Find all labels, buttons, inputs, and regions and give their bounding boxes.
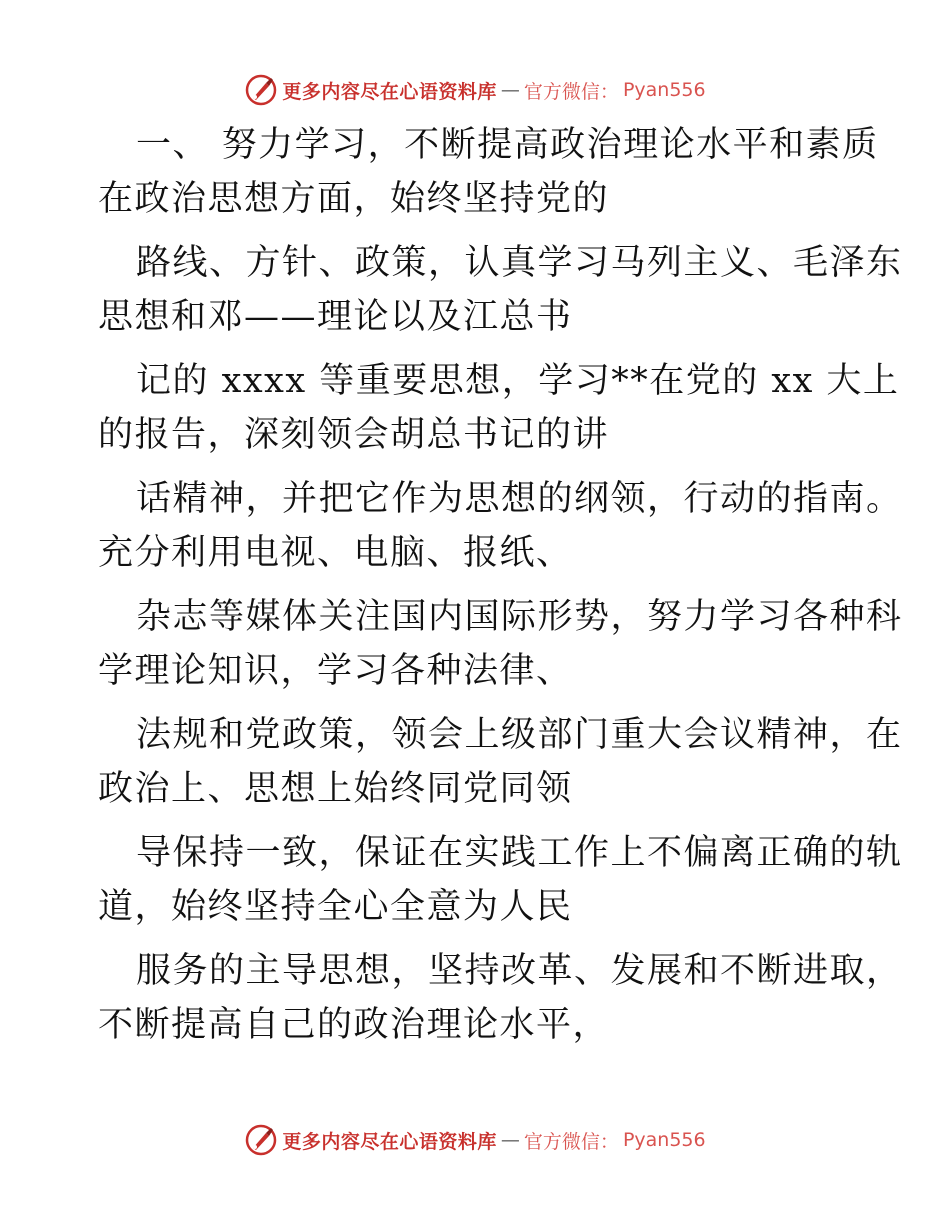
text-line: 记的 xxxx 等重要思想，学习**在党的 xx 大上 (136, 361, 900, 401)
text-line: 思想和邓——理论以及江总书 (98, 297, 573, 337)
wechat-label: 官方微信： (523, 1130, 619, 1153)
paragraph-block (98, 590, 903, 698)
brand-watermark (244, 1123, 705, 1157)
paragraph-block (98, 826, 903, 934)
text-line: 的报告，深刻领会胡总书记的讲 (98, 415, 610, 455)
paragraph-block (98, 236, 903, 344)
brand-dash: — (500, 1129, 520, 1151)
page-header (0, 70, 950, 110)
document-body (98, 118, 903, 1062)
brand-text: 更多内容尽在心语资料库 (282, 1130, 497, 1153)
text-line: 不断提高自己的政治理论水平， (98, 1005, 610, 1045)
text-line: 路线、方针、政策，认真学习马列主义、毛泽东 (136, 243, 903, 283)
paragraph-block (98, 944, 903, 1052)
paragraph-block (98, 472, 903, 580)
wechat-id: Pyan556 (622, 1129, 706, 1151)
brand-dash: — (500, 79, 520, 101)
text-line: 政治上、思想上始终同党同领 (98, 769, 573, 809)
brand-text: 更多内容尽在心语资料库 (282, 80, 497, 103)
paragraph-block (98, 708, 903, 816)
quill-logo-icon (244, 73, 278, 107)
text-line: 在政治思想方面，始终坚持党的 (98, 179, 610, 219)
paragraph-block (98, 354, 900, 462)
text-line: 法规和党政策，领会上级部门重大会议精神，在 (136, 715, 903, 755)
page-footer (0, 1120, 950, 1160)
wechat-id: Pyan556 (622, 79, 706, 101)
text-line: 学理论知识，学习各种法律、 (98, 651, 573, 691)
text-line: 导保持一致，保证在实践工作上不偏离正确的轨 (136, 833, 903, 873)
brand-watermark (244, 73, 705, 107)
text-line: 充分利用电视、电脑、报纸、 (98, 533, 573, 573)
wechat-label: 官方微信： (523, 80, 619, 103)
text-line: 道，始终坚持全心全意为人民 (98, 887, 573, 927)
paragraph-block (98, 118, 879, 226)
text-line: 服务的主导思想，坚持改革、发展和不断进取， (136, 951, 903, 991)
quill-logo-icon (244, 1123, 278, 1157)
text-line: 一、 努力学习，不断提高政治理论水平和素质 (136, 125, 879, 165)
text-line: 杂志等媒体关注国内国际形势，努力学习各种科 (136, 597, 903, 637)
text-line: 话精神，并把它作为思想的纲领，行动的指南。 (136, 479, 903, 519)
